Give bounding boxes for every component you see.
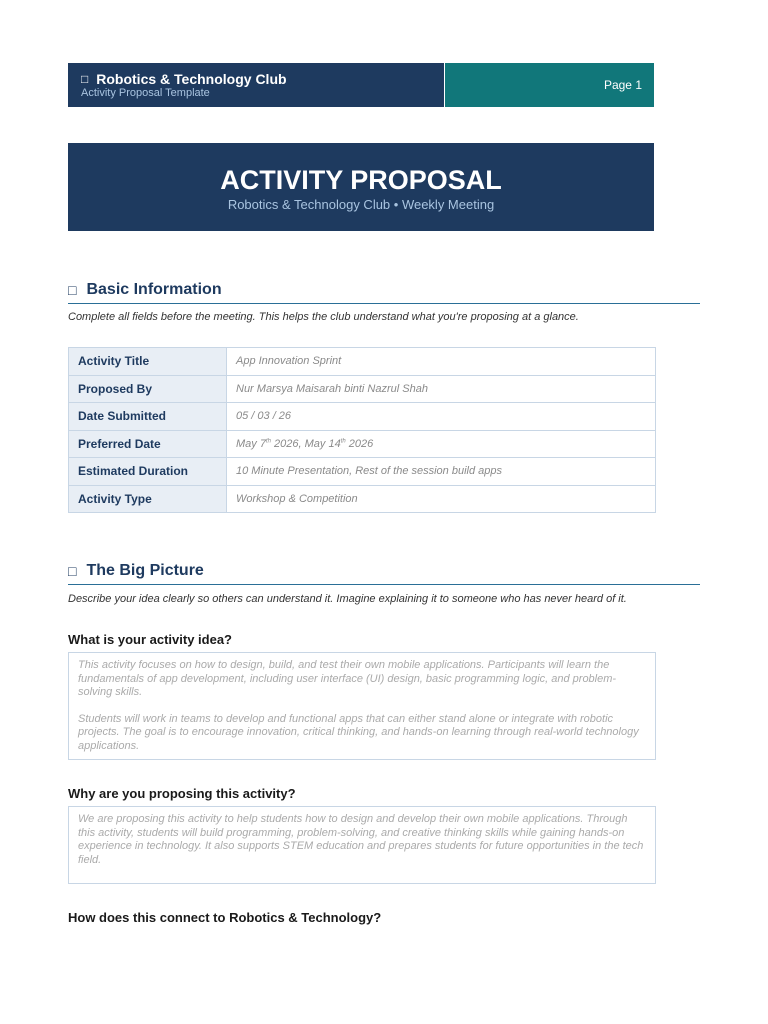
section-icon: □ — [68, 563, 77, 579]
field-value[interactable]: 05 / 03 / 26 — [227, 403, 656, 431]
table-row — [69, 403, 656, 431]
preferred-date-part: 2026 — [345, 437, 374, 450]
field-label: Preferred Date — [69, 430, 227, 458]
section-heading-text: The Big Picture — [86, 562, 204, 579]
question-activity-idea: What is your activity idea? — [68, 632, 232, 647]
field-value[interactable]: App Innovation Sprint — [227, 348, 656, 376]
field-label: Activity Title — [69, 348, 227, 376]
ordinal-suffix: th — [265, 438, 271, 445]
answer-activity-idea[interactable] — [68, 652, 656, 760]
field-value[interactable] — [227, 430, 656, 458]
answer-paragraph: This activity focuses on how to design, build, and test their own mobile applications. Participants will learn the fundamentals of app development, including user interface (UI) design, basic programming logic, and problem-solving skills. — [78, 659, 617, 698]
table-row — [69, 375, 656, 403]
club-name — [81, 71, 444, 87]
header-club-block — [68, 63, 444, 107]
field-label: Proposed By — [69, 375, 227, 403]
section-description: Describe your idea clearly so others can understand it. Imagine explaining it to someone who has never heard of it. — [68, 593, 627, 605]
section-heading-text: Basic Information — [86, 281, 222, 298]
preferred-date-part: May 7 — [236, 437, 266, 450]
section-description: Complete all fields before the meeting. This helps the club understand what you're proposing at a glance. — [68, 311, 579, 323]
answer-paragraph: We are proposing this activity to help students how to design and develop their own mobile applications. Through this activity, students will build programming, problem-solving, and creative thinking skills while gaining hands-on experience in technology. It also supports STEM education and prepares students for future opportunities in the tech field. — [78, 813, 644, 866]
section-icon: □ — [68, 282, 77, 298]
header-page-block — [445, 63, 654, 107]
answer-paragraph: Students will work in teams to develop and functional apps that can either stand alone or integrate with robotic projects. The goal is to encourage innovation, critical thinking, and hands-on learning through real-world technology applications. — [78, 712, 639, 752]
basic-info-table — [68, 347, 656, 513]
table-row — [69, 348, 656, 376]
template-name: Activity Proposal Template — [81, 87, 210, 99]
section-heading-basic-information — [68, 281, 700, 304]
preferred-date-part: 2026, May 14 — [270, 437, 341, 450]
ordinal-suffix: th — [340, 438, 346, 445]
field-label: Estimated Duration — [69, 458, 227, 486]
title-banner — [68, 143, 654, 231]
question-robotics-connection: How does this connect to Robotics & Technology? — [68, 910, 382, 925]
document-title: ACTIVITY PROPOSAL — [220, 165, 502, 195]
table-row — [69, 458, 656, 486]
table-row — [69, 430, 656, 458]
table-row — [69, 485, 656, 513]
field-label: Date Submitted — [69, 403, 227, 431]
document-subtitle: Robotics & Technology Club • Weekly Meeting — [227, 197, 495, 212]
field-value[interactable]: 10 Minute Presentation, Rest of the session build apps — [227, 458, 656, 486]
field-value[interactable]: Workshop & Competition — [227, 485, 656, 513]
field-value[interactable]: Nur Marsya Maisarah binti Nazrul Shah — [227, 375, 656, 403]
answer-why-proposing[interactable] — [68, 806, 656, 884]
question-why-proposing: Why are you proposing this activity? — [68, 786, 296, 801]
club-name-text: Robotics & Technology Club — [96, 71, 287, 87]
page-number: Page 1 — [603, 78, 642, 92]
field-label: Activity Type — [69, 485, 227, 513]
section-heading-big-picture — [68, 562, 700, 585]
page-header — [68, 63, 654, 107]
club-logo-icon: □ — [81, 72, 89, 86]
